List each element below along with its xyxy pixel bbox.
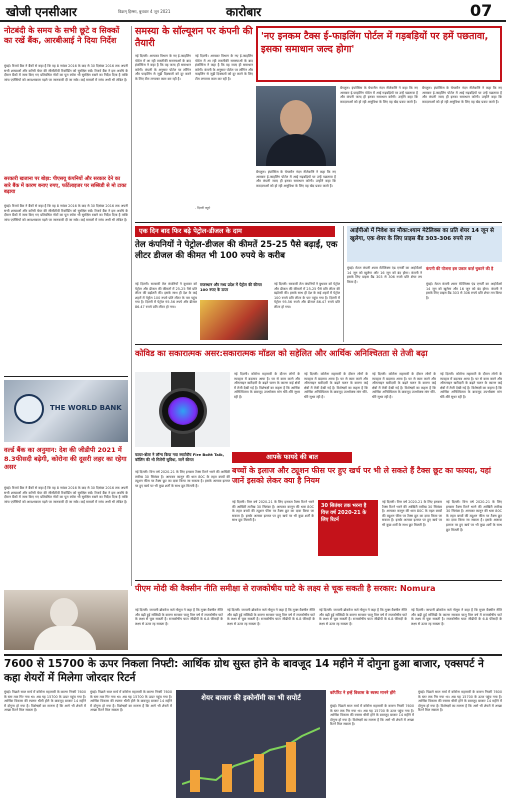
savings-kicker-bar (232, 452, 352, 463)
bottom-body-col4: मुंबई। पिछले साल मार्च में कोरोना महामारी के कारण निफ्टी 7600 के स्तर तक गिर गया था। अब यह 15700 के ऊपर पहुंच गया है। आर्थिक विकास की रफ्तार धीमी होने के बावजूद बाजार 14 महीने में दोगुना हो गया है। विशेषज्ञों का मानना है कि आगे भी शेयरों में अच्छा रिटर्न मिल सकता है। (418, 690, 502, 713)
center-top-body: नई दिल्ली। आयकर विभाग के नए ई-फाइलिंग पोर्टल में आ रही तकनीकी समस्याओं के बाद इंफोसिस ने कहा है कि वह जल्द ही समाधान करेगी। कंपनी के अनुसार पोर्टल पर लॉगिन और फाइलिंग से जुड़ी दिक्कतों को दूर करने के लिए टीम लगातार काम कर रही है। (135, 54, 191, 81)
covid-body-col3: नई दिल्ली। कोरोना महामारी के दौरान लोगों के व्यवहार में बदलाव आया है। घर से काम करने और ऑनलाइन खरीदारी के बढ़ते चलन के कारण कई क्षेत्रों में तेजी देखी गई है। विशेषज्ञों का कहना है कि आर्थिक अनिश्चितता के बावजूद उपभोक्ता मांग धीरे-धीरे सुधर रही है। (372, 372, 436, 399)
left-story-body: मुंबई। रिजर्व बैंक ने बैंकों से कहा है कि वह 8 नवंबर 2016 के बाद से 30 दिसंबर 2016 तक अपनी सभी शाखाओं और करेंसी चेस्ट की सीसीटीवी रिकॉर्डिंग को सुरक्षित रखें। रिजर्व बैंक ने इस अवधि के दौरान बैंकों में जमा किए गए प्रतिबंधित नोटों का पूरा ब्योरा भी सुरक्षित रखने का निर्देश दिया है ताकि जांच एजेंसियों को आवश्यकता पड़ने पर जानकारी दी जा सके। कई मामलों में जांच अभी भी लंबित है। (4, 64, 128, 82)
covid-headline: कोविड का सकारात्मक असर:सकारात्मक मॉडल को सहेलित और आर्थिक अनिश्चितता से तेजी बढ़ा (135, 348, 428, 358)
deadline-box (318, 500, 378, 556)
dateline: विक्रम् हिस्सा, बुधवार 4 जून 2021 (118, 9, 171, 14)
savings-headline: बच्चों के इलाज और ट्यूशन फीस पर हुए खर्च पर भी ले सकते हैं टैक्स छूट का फायदा, यहां जानें इसको लेकर क्या है नियम (232, 466, 491, 485)
market-chart-bar-3 (254, 754, 264, 792)
bottom-body-col2: मुंबई। पिछले साल मार्च में कोरोना महामारी के कारण निफ्टी 7600 के स्तर तक गिर गया था। अब यह 15700 के ऊपर पहुंच गया है। आर्थिक विकास की रफ्तार धीमी होने के बावजूद बाजार 14 महीने में दोगुना हो गया है। विशेषज्ञों का मानना है कि आगे भी शेयरों में अच्छा रिटर्न मिल सकता है। (90, 690, 172, 713)
fuel-inset (200, 282, 270, 342)
fuel-headline: तेल कंपनियों ने पेट्रोल-डीजल की कीमतें 25-25 पैसे बढ़ाईं, एक लीटर डीजल की कीमत भी 100 रुपये के करीब (135, 240, 338, 261)
left-story (4, 26, 128, 376)
covid-body: नई दिल्ली। कोरोना महामारी के दौरान लोगों के व्यवहार में बदलाव आया है। घर से काम करने और ऑनलाइन खरीदारी के बढ़ते चलन के कारण कई क्षेत्रों में तेजी देखी गई है। विशेषज्ञों का कहना है कि आर्थिक अनिश्चितता के बावजूद उपभोक्ता मांग धीरे-धीरे सुधर रही है। (234, 372, 300, 399)
savings-body-col2: नई दिल्ली। वित्त वर्ष 2020-21 के लिए इनकम टैक्स रिटर्न भरने की आखिरी तारीख 30 सितंबर है। आयकर कानून की धारा 80C के तहत बच्चों की ट्यूशन फीस पर टैक्स छूट का दावा किया जा सकता है। इसके अलावा इलाज पर हुए खर्च पर भी कुछ शर्तों के साथ छूट मिलती है। (382, 500, 442, 527)
market-chart-bar-1 (190, 770, 200, 792)
ipo-subhead: कंपनी की योजना इस प्रकार कर्ज़ चुकाने की है (426, 266, 494, 271)
watch-screen-icon (168, 397, 198, 425)
ipo-body-col2: मुंबई। मेटल कंपनी श्याम मेटेलिक्स एंड एनर्जी का आईपीओ 14 जून को खुलेगा और 16 जून को बंद होगा। कंपनी ने इसके लिए प्राइस बैंड 303 से 306 रुपये प्रति शेयर तय किया है। (426, 282, 502, 300)
center-top-story (135, 26, 253, 221)
center-top-author: - दिल्ली ब्यूरो (195, 206, 211, 210)
market-chart-graph (182, 720, 320, 792)
nomura-body-col3: नई दिल्ली। जापानी ब्रोकरेज फर्म नोमुरा ने कहा है कि मुफ्त वैक्सीन नीति और बढ़ी हुई सब्सिडी के कारण सरकार चालू वित्त वर्ष में राजकोषीय घाटे के लक्ष्य से चूक सकती है। राजकोषीय घाटा जीडीपी के 6.8 फीसदी के लक्ष्य से ऊपर रह सकता है। (319, 608, 407, 626)
left-story-body-2: मुंबई। रिजर्व बैंक ने बैंकों से कहा है कि वह 8 नवंबर 2016 के बाद से 30 दिसंबर 2016 तक अपनी सभी शाखाओं और करेंसी चेस्ट की सीसीटीवी रिकॉर्डिंग को सुरक्षित रखें। रिजर्व बैंक ने इस अवधि के दौरान बैंकों में जमा किए गए प्रतिबंधित नोटों का पूरा ब्योरा भी सुरक्षित रखने का निर्देश दिया है ताकि जांच एजेंसियों को आवश्यकता पड़ने पर जानकारी दी जा सके। कई मामलों में जांच अभी भी लंबित है। (4, 204, 128, 222)
right-top-body-col2: बेंगलुरू। इंफोसिस के चेयरमैन नंदन नीलेकणि ने कहा कि नए आयकर ई-फाइलिंग पोर्टल में आई गड़बड़ियों पर उन्हें पछतावा है और कंपनी जल्द ही इनका समाधान करेगी। उन्होंने कहा कि करदाताओं को हो रही असुविधा के लिए वह खेद प्रकट करते हैं। (422, 86, 502, 104)
product-body: नई दिल्ली। वित्त वर्ष 2020-21 के लिए इनकम टैक्स रिटर्न भरने की आखिरी तारीख 30 सितंबर है। आयकर कानून की धारा 80C के तहत बच्चों की ट्यूशन फीस पर टैक्स छूट का दावा किया जा सकता है। इसके अलावा इलाज पर हुए खर्च पर भी कुछ शर्तों के साथ छूट मिलती है। (135, 470, 230, 488)
newspaper-logo: खोजी एनसीआर (6, 5, 77, 19)
world-bank-headline: वर्ल्ड बैंक का अनुमान: देश की जीडीपी 2021 में 8.3फीसदी बढ़ेगी, कोरोना की दूसरी लहर का रहेगा असर (4, 446, 127, 471)
right-top-photo (256, 86, 336, 166)
market-chart (176, 690, 326, 798)
nomura-photo (4, 590, 128, 650)
fuel-kicker-bar (135, 226, 335, 237)
ipo-body: मुंबई। मेटल कंपनी श्याम मेटेलिक्स एंड एनर्जी का आईपीओ 14 जून को खुलेगा और 16 जून को बंद होगा। कंपनी ने इसके लिए प्राइस बैंड 303 से 306 रुपये प्रति शेयर तय किया है। (347, 266, 422, 284)
center-top-headline: समस्या के सॉल्यूशन पर कंपनी की तैयारी (135, 26, 253, 49)
fuel-inset-title: राजस्थान और मध्य प्रदेश में पेट्रोल की कीमत 100 रुपए के ऊपर (200, 282, 262, 292)
market-chart-bar-2 (222, 764, 232, 792)
page-number: 07 (470, 1, 493, 20)
product-caption: फायर-बोल्ट ने लॉन्च किया नया स्मार्टवॉच Fire Boltt Talk, कॉलिंग की भी मिलेगी सुविधा, जानें कीमत (135, 452, 225, 462)
nomura-body-col4: नई दिल्ली। जापानी ब्रोकरेज फर्म नोमुरा ने कहा है कि मुफ्त वैक्सीन नीति और बढ़ी हुई सब्सिडी के कारण सरकार चालू वित्त वर्ष में राजकोषीय घाटे के लक्ष्य से चूक सकती है। राजकोषीय घाटा जीडीपी के 6.8 फीसदी के लक्ष्य से ऊपर रह सकता है। (411, 608, 502, 626)
covid-body-col4: नई दिल्ली। कोरोना महामारी के दौरान लोगों के व्यवहार में बदलाव आया है। घर से काम करने और ऑनलाइन खरीदारी के बढ़ते चलन के कारण कई क्षेत्रों में तेजी देखी गई है। विशेषज्ञों का कहना है कि आर्थिक अनिश्चितता के बावजूद उपभोक्ता मांग धीरे-धीरे सुधर रही है। (440, 372, 502, 399)
deadline-text: 30 सितंबर तक भरना है वित्त वर्ष 2020-21 के लिए रिटर्न (321, 503, 367, 523)
smartwatch-image (135, 372, 230, 447)
masthead (0, 0, 506, 22)
market-chart-title: शेयर बाजार की इकोनॉमी का भी सपोर्ट (201, 694, 301, 702)
ipo-headline-box (347, 226, 502, 262)
bottom-body: मुंबई। पिछले साल मार्च में कोरोना महामारी के कारण निफ्टी 7600 के स्तर तक गिर गया था। अब यह 15700 के ऊपर पहुंच गया है। आर्थिक विकास की रफ्तार धीमी होने के बावजूद बाजार 14 महीने में दोगुना हो गया है। विशेषज्ञों का मानना है कि आगे भी शेयरों में अच्छा रिटर्न मिल सकता है। (4, 690, 86, 713)
savings-body: नई दिल्ली। वित्त वर्ष 2020-21 के लिए इनकम टैक्स रिटर्न भरने की आखिरी तारीख 30 सितंबर है। आयकर कानून की धारा 80C के तहत बच्चों की ट्यूशन फीस पर टैक्स छूट का दावा किया जा सकता है। इसके अलावा इलाज पर हुए खर्च पर भी कुछ शर्तों के साथ छूट मिलती है। (232, 500, 314, 523)
left-story-subhead: सरकारी खजाना पर बोझ: पीएसयू कंपनियों और सरकार देने का सारे बैंक में कारण बनाए रुपए, फर्टिलाइजर पर सब्सिडी से मो टाका बढ़ाया (4, 176, 127, 195)
world-bank-globe-icon (14, 394, 44, 424)
world-bank-body: मुंबई। रिजर्व बैंक ने बैंकों से कहा है कि वह 8 नवंबर 2016 के बाद से 30 दिसंबर 2016 तक अपनी सभी शाखाओं और करेंसी चेस्ट की सीसीटीवी रिकॉर्डिंग को सुरक्षित रखें। रिजर्व बैंक ने इस अवधि के दौरान बैंकों में जमा किए गए प्रतिबंधित नोटों का पूरा ब्योरा भी सुरक्षित रखने का निर्देश दिया है ताकि जांच एजेंसियों को आवश्यकता पड़ने पर जानकारी दी जा सके। कई मामलों में जांच अभी भी लंबित है। (4, 486, 128, 504)
bottom-headline: 7600 से 15700 के ऊपर निकला निफ्टी: आर्थिक ग्रोथ सुस्त होने के बावजूद 14 महीने में दोगुना हुआ बाजार, एक्सपर्ट ने कहा शेयरों में मिलेगा जोरदार रिटर्न (4, 658, 484, 684)
section-title: कारोबार (226, 5, 262, 19)
bottom-body-col3: मुंबई। पिछले साल मार्च में कोरोना महामारी के कारण निफ्टी 7600 के स्तर तक गिर गया था। अब यह 15700 के ऊपर पहुंच गया है। आर्थिक विकास की रफ्तार धीमी होने के बावजूद बाजार 14 महीने में दोगुना हो गया है। विशेषज्ञों का मानना है कि आगे भी शेयरों में अच्छा रिटर्न मिल सकता है। (330, 704, 414, 727)
pm-photo-head-icon (50, 598, 78, 628)
bottom-subhead: कॉर्पोरेट ने इन्हें विकास के स्वस्थ मानने होंगे (330, 690, 396, 695)
market-chart-bar-4 (286, 742, 296, 792)
covid-body-col2: नई दिल्ली। कोरोना महामारी के दौरान लोगों के व्यवहार में बदलाव आया है। घर से काम करने और ऑनलाइन खरीदारी के बढ़ते चलन के कारण कई क्षेत्रों में तेजी देखी गई है। विशेषज्ञों का कहना है कि आर्थिक अनिश्चितता के बावजूद उपभोक्ता मांग धीरे-धीरे सुधर रही है। (304, 372, 368, 399)
savings-body-col3: नई दिल्ली। वित्त वर्ष 2020-21 के लिए इनकम टैक्स रिटर्न भरने की आखिरी तारीख 30 सितंबर है। आयकर कानून की धारा 80C के तहत बच्चों की ट्यूशन फीस पर टैक्स छूट का दावा किया जा सकता है। इसके अलावा इलाज पर हुए खर्च पर भी कुछ शर्तों के साथ छूट मिलती है। (446, 500, 502, 532)
fuel-kicker: एक दिन बाद फिर बढ़े पेट्रोल-डीजल के दाम (139, 227, 242, 235)
right-top-headline: 'नए इनकम टैक्स ई-फाइलिंग पोर्टल में गड़बड़ियों पर हमें पछतावा, इसका समाधान जल्द होगा' (261, 31, 489, 55)
left-story-headline: नोटबंदी के समय के सभी छूटे व सिक्कों का रखें बैंक, आरबीआई ने दिया निर्देश (4, 26, 120, 45)
nomura-body-col2: नई दिल्ली। जापानी ब्रोकरेज फर्म नोमुरा ने कहा है कि मुफ्त वैक्सीन नीति और बढ़ी हुई सब्सिडी के कारण सरकार चालू वित्त वर्ष में राजकोषीय घाटे के लक्ष्य से चूक सकती है। राजकोषीय घाटा जीडीपी के 6.8 फीसदी के लक्ष्य से ऊपर रह सकता है। (227, 608, 315, 626)
person-head-icon (280, 100, 312, 136)
right-top-headline-box (256, 26, 502, 82)
market-chart-line (182, 728, 320, 784)
fuel-pump-image (200, 300, 268, 340)
fuel-body: नई दिल्ली। सरकारी तेल कंपनियों ने बुधवार को पेट्रोल और डीजल की कीमतों में 25-25 पैसे प्रति लीटर की बढ़ोतरी की। इसके साथ ही देश के कई शहरों में पेट्रोल 100 रुपये प्रति लीटर के पार पहुंच गया है। दिल्ली में पेट्रोल 95.56 रुपये और डीजल 86.47 रुपये प्रति लीटर हो गया। (135, 282, 197, 309)
savings-kicker: आपके फायदे की बात (266, 453, 318, 461)
right-top-body: बेंगलुरू। इंफोसिस के चेयरमैन नंदन नीलेकणि ने कहा कि नए आयकर ई-फाइलिंग पोर्टल में आई गड़बड़ियों पर उन्हें पछतावा है और कंपनी जल्द ही इनका समाधान करेगी। उन्होंने कहा कि करदाताओं को हो रही असुविधा के लिए वह खेद प्रकट करते हैं। (340, 86, 418, 104)
world-bank-image (4, 380, 128, 442)
ipo-headline: आईपीओ में निवेश का मौका:श्याम मेटेलिक्स का प्रति शेयर 14 जून से खुलेगा, एक शेयर के लिए प्राइस बैंड 303-306 रुपये तय (350, 228, 494, 242)
person-shoulders-icon (266, 134, 326, 166)
world-bank-caption: THE WORLD BANK (50, 404, 122, 412)
nomura-body: नई दिल्ली। जापानी ब्रोकरेज फर्म नोमुरा ने कहा है कि मुफ्त वैक्सीन नीति और बढ़ी हुई सब्सिडी के कारण सरकार चालू वित्त वर्ष में राजकोषीय घाटे के लक्ष्य से चूक सकती है। राजकोषीय घाटा जीडीपी के 6.8 फीसदी के लक्ष्य से ऊपर रह सकता है। (135, 608, 223, 626)
fuel-body-col2: नई दिल्ली। सरकारी तेल कंपनियों ने बुधवार को पेट्रोल और डीजल की कीमतों में 25-25 पैसे प्रति लीटर की बढ़ोतरी की। इसके साथ ही देश के कई शहरों में पेट्रोल 100 रुपये प्रति लीटर के पार पहुंच गया है। दिल्ली में पेट्रोल 95.56 रुपये और डीजल 86.47 रुपये प्रति लीटर हो गया। (274, 282, 340, 309)
nomura-headline: पीएम मोदी की वैक्सीन नीति समीक्षा से राजकोषीय घाटे के लक्ष्य से चूक सकती है सरकार: Nomura (135, 584, 436, 593)
right-top-body-col3: बेंगलुरू। इंफोसिस के चेयरमैन नंदन नीलेकणि ने कहा कि नए आयकर ई-फाइलिंग पोर्टल में आई गड़बड़ियों पर उन्हें पछतावा है और कंपनी जल्द ही इनका समाधान करेगी। उन्होंने कहा कि करदाताओं को हो रही असुविधा के लिए वह खेद प्रकट करते हैं। (256, 170, 336, 188)
pm-photo-body-icon (34, 626, 96, 650)
center-top-body-col2: नई दिल्ली। आयकर विभाग के नए ई-फाइलिंग पोर्टल में आ रही तकनीकी समस्याओं के बाद इंफोसिस ने कहा है कि वह जल्द ही समाधान करेगी। कंपनी के अनुसार पोर्टल पर लॉगिन और फाइलिंग से जुड़ी दिक्कतों को दूर करने के लिए टीम लगातार काम कर रही है। (195, 54, 253, 81)
